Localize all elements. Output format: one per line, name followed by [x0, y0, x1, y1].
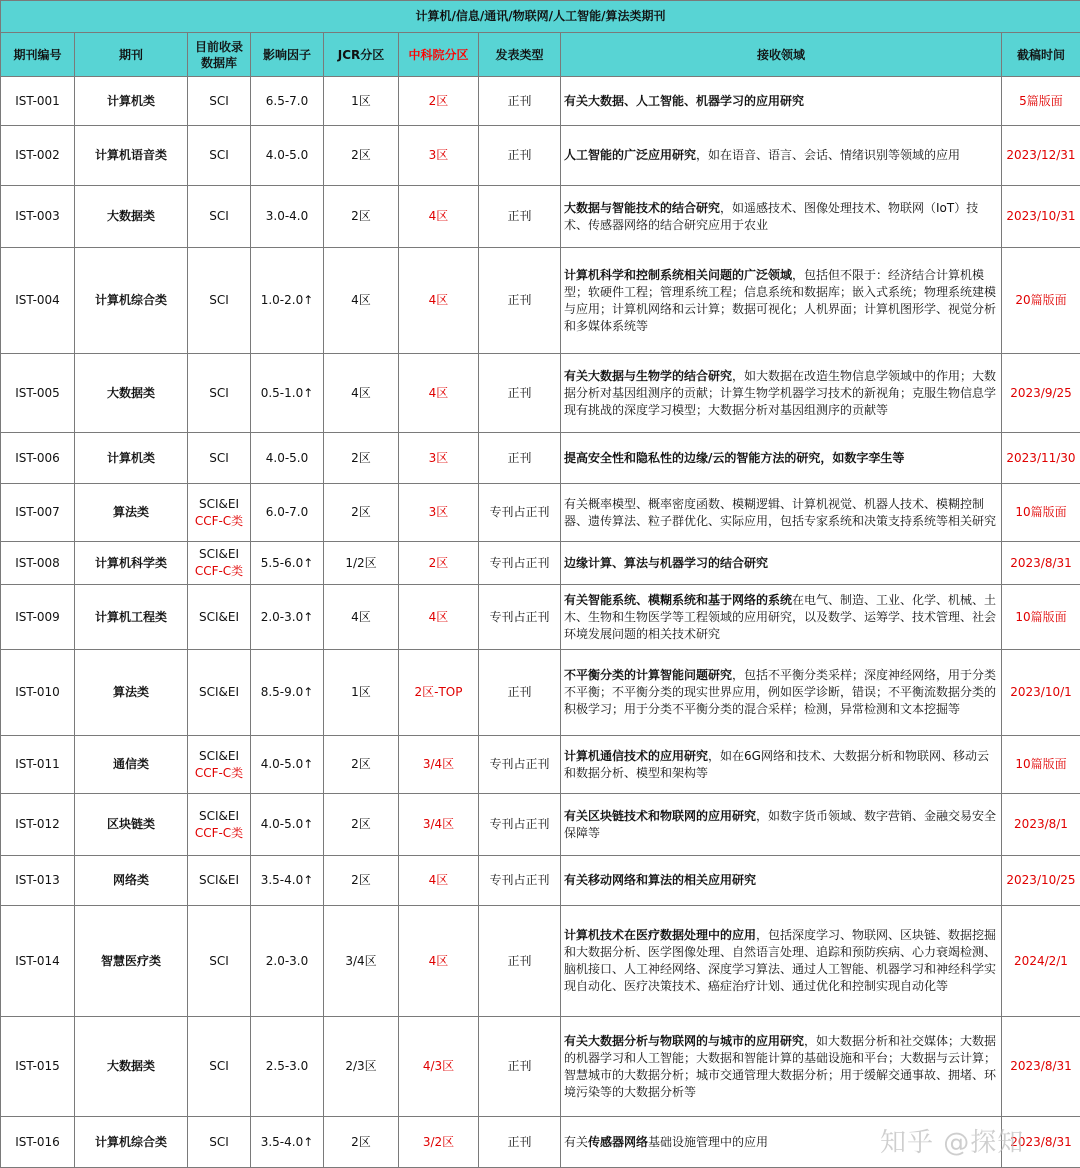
table-row: [1, 1017, 1080, 1117]
header-journal: 期刊: [75, 33, 188, 77]
impact-factor: 5.5-6.0↑: [251, 542, 324, 585]
database-cell: [188, 433, 251, 484]
journal-name: 大数据类: [75, 354, 188, 433]
cas-zone: 4区: [399, 186, 479, 248]
impact-factor: 4.0-5.0: [251, 126, 324, 186]
cas-zone: 2区-TOP: [399, 650, 479, 736]
database: SCI: [191, 450, 247, 467]
journal-id: IST-005: [1, 354, 75, 433]
database: SCI&EI: [191, 684, 247, 701]
journal-name: 计算机科学类: [75, 542, 188, 585]
watermark: 知乎 @探知: [880, 1122, 1024, 1159]
journal-id: IST-012: [1, 794, 75, 856]
field-highlight: 计算机技术在医疗数据处理中的应用: [564, 928, 756, 942]
publish-type: 专刊占正刊: [479, 542, 561, 585]
publish-type: 专刊占正刊: [479, 484, 561, 542]
jcr-zone: 4区: [324, 585, 399, 650]
cas-zone: 3区: [399, 484, 479, 542]
cas-zone: 3/4区: [399, 736, 479, 794]
cas-zone: 2区: [399, 542, 479, 585]
jcr-zone: 2区: [324, 856, 399, 906]
ccf-badge: CCF-C类: [191, 563, 247, 580]
field-prefix: 有关: [564, 1135, 588, 1149]
journal-id: IST-004: [1, 248, 75, 354]
impact-factor: 3.5-4.0↑: [251, 1117, 324, 1168]
database-cell: [188, 906, 251, 1017]
deadline: 2023/11/30: [1002, 433, 1080, 484]
field-highlight: 传感器网络: [588, 1135, 648, 1149]
database-cell: [188, 354, 251, 433]
field-detail: 在电气、制造、工业、化学、机械、土木、生物和生物医学等工程领域的应用研究，以及数学、运筹学、技术管理、社会环境发展问题的相关技术研究: [564, 593, 996, 641]
journal-name: 计算机类: [75, 77, 188, 126]
deadline: 2023/8/31: [1002, 1117, 1080, 1168]
header-deadline: 截稿时间: [1002, 33, 1080, 77]
impact-factor: 1.0-2.0↑: [251, 248, 324, 354]
table-row: [1, 433, 1080, 484]
cas-zone: 4区: [399, 585, 479, 650]
field-cell: [561, 77, 1002, 126]
database: SCI&EI: [191, 496, 247, 513]
impact-factor: 6.5-7.0: [251, 77, 324, 126]
database-cell: [188, 1117, 251, 1168]
journal-id: IST-007: [1, 484, 75, 542]
database: SCI: [191, 208, 247, 225]
header-database: 目前收录数据库: [188, 33, 251, 77]
database: SCI&EI: [191, 808, 247, 825]
impact-factor: 0.5-1.0↑: [251, 354, 324, 433]
cas-zone: 4区: [399, 906, 479, 1017]
journal-id: IST-006: [1, 433, 75, 484]
publish-type: 正刊: [479, 906, 561, 1017]
database-cell: [188, 1017, 251, 1117]
journal-name: 网络类: [75, 856, 188, 906]
publish-type: 正刊: [479, 1017, 561, 1117]
journal-name: 大数据类: [75, 186, 188, 248]
journal-id: IST-009: [1, 585, 75, 650]
database-cell: [188, 650, 251, 736]
table-row: [1, 794, 1080, 856]
field-detail: ，包括不平衡分类采样；深度神经网络，用于分类不平衡；不平衡分类的现实世界应用，例如医学诊断，错误；不平衡流数据分类的积极学习；用于分类不平衡分类的混合采样；检测，异常检测和文本挖掘等: [564, 668, 996, 716]
field-cell: [561, 354, 1002, 433]
jcr-zone: 2区: [324, 484, 399, 542]
deadline: 20篇版面: [1002, 248, 1080, 354]
database: SCI: [191, 953, 247, 970]
publish-type: 正刊: [479, 433, 561, 484]
field-highlight: 有关大数据与生物学的结合研究: [564, 369, 732, 383]
jcr-zone: 2区: [324, 186, 399, 248]
field-detail: 基础设施管理中的应用: [648, 1135, 768, 1149]
journal-name: 智慧医疗类: [75, 906, 188, 1017]
journal-id: IST-003: [1, 186, 75, 248]
impact-factor: 4.0-5.0↑: [251, 794, 324, 856]
jcr-zone: 2区: [324, 736, 399, 794]
impact-factor: 2.0-3.0: [251, 906, 324, 1017]
database: SCI: [191, 1058, 247, 1075]
journal-name: 算法类: [75, 484, 188, 542]
deadline: 2023/8/1: [1002, 794, 1080, 856]
field-detail: ，如数字货币领域、数字营销、金融交易安全保障等: [564, 809, 996, 840]
field-highlight: 有关大数据分析与物联网的与城市的应用研究: [564, 1034, 804, 1048]
field-cell: [561, 585, 1002, 650]
publish-type: 正刊: [479, 354, 561, 433]
table-row: [1, 77, 1080, 126]
journal-id: IST-011: [1, 736, 75, 794]
impact-factor: 3.0-4.0: [251, 186, 324, 248]
deadline: 10篇版面: [1002, 585, 1080, 650]
field-cell: [561, 186, 1002, 248]
journal-id: IST-001: [1, 77, 75, 126]
database-cell: [188, 248, 251, 354]
field-highlight: 不平衡分类的计算智能问题研究: [564, 668, 732, 682]
header-type: 发表类型: [479, 33, 561, 77]
deadline: 2023/10/25: [1002, 856, 1080, 906]
cas-zone: 3区: [399, 433, 479, 484]
jcr-zone: 2区: [324, 433, 399, 484]
publish-type: 专刊占正刊: [479, 856, 561, 906]
deadline: 2023/8/31: [1002, 1017, 1080, 1117]
journal-name: 计算机综合类: [75, 248, 188, 354]
jcr-zone: 2区: [324, 1117, 399, 1168]
field-detail: ，如大数据分析和社交媒体；大数据的机器学习和人工智能；大数据和智能计算的基础设施和平台；大数据与云计算；智慧城市的大数据分析；城市交通管理大数据分析；用于缓解交通事故、拥堵、环境污染等的大数据分析等: [564, 1034, 996, 1099]
journal-name: 区块链类: [75, 794, 188, 856]
deadline: 2023/10/31: [1002, 186, 1080, 248]
field-cell: [561, 126, 1002, 186]
impact-factor: 2.0-3.0↑: [251, 585, 324, 650]
publish-type: 专刊占正刊: [479, 736, 561, 794]
jcr-zone: 1/2区: [324, 542, 399, 585]
table-row: [1, 542, 1080, 585]
field-cell: [561, 433, 1002, 484]
impact-factor: 8.5-9.0↑: [251, 650, 324, 736]
cas-zone: 4区: [399, 856, 479, 906]
jcr-zone: 4区: [324, 354, 399, 433]
database-cell: [188, 186, 251, 248]
field-highlight: 计算机科学和控制系统相关问题的广泛领域: [564, 268, 792, 282]
field-highlight: 有关智能系统、模糊系统和基于网络的系统: [564, 593, 792, 607]
cas-zone: 2区: [399, 77, 479, 126]
publish-type: 正刊: [479, 248, 561, 354]
field-detail: ，如大数据在改造生物信息学领域中的作用；大数据分析对基因组测序的贡献；计算生物学机器学习技术的新视角；克服生物信息学现有挑战的深度学习模型；大数据分析对基因组测序的贡献等: [564, 369, 996, 417]
field-cell: [561, 248, 1002, 354]
database-cell: [188, 856, 251, 906]
impact-factor: 2.5-3.0: [251, 1017, 324, 1117]
publish-type: 专刊占正刊: [479, 794, 561, 856]
table-row: [1, 856, 1080, 906]
header-jcr: JCR分区: [324, 33, 399, 77]
cas-zone: 3/4区: [399, 794, 479, 856]
jcr-zone: 2区: [324, 126, 399, 186]
impact-factor: 3.5-4.0↑: [251, 856, 324, 906]
database: SCI: [191, 147, 247, 164]
journal-name: 通信类: [75, 736, 188, 794]
journal-id: IST-013: [1, 856, 75, 906]
field-detail: ，包括深度学习、物联网、区块链、数据挖掘和大数据分析、医学图像处理、自然语言处理、追踪和预防疾病、心力衰竭检测、脑机接口、人工神经网络、深度学习算法、通过人工智能、机器学习和神经科学实现自动化、医疗决策技术、癌症治疗计划、通过优化和控制实现自动化等: [564, 928, 996, 993]
jcr-zone: 3/4区: [324, 906, 399, 1017]
field-highlight: 有关移动网络和算法的相关应用研究: [564, 873, 756, 887]
publish-type: 正刊: [479, 186, 561, 248]
deadline: 2023/8/31: [1002, 542, 1080, 585]
database: SCI: [191, 93, 247, 110]
jcr-zone: 4区: [324, 248, 399, 354]
header-field: 接收领域: [561, 33, 1002, 77]
field-detail: ，如在6G网络和技术、大数据分析和物联网、移动云和数据分析、模型和架构等: [564, 749, 989, 780]
publish-type: 专刊占正刊: [479, 585, 561, 650]
database: SCI: [191, 1134, 247, 1151]
table-title: 计算机/信息/通讯/物联网/人工智能/算法类期刊: [1, 1, 1080, 33]
deadline: 2024/2/1: [1002, 906, 1080, 1017]
header-id: 期刊编号: [1, 33, 75, 77]
field-cell: [561, 1017, 1002, 1117]
publish-type: 正刊: [479, 126, 561, 186]
field-highlight: 有关大数据、人工智能、机器学习的应用研究: [564, 94, 804, 108]
deadline: 2023/12/31: [1002, 126, 1080, 186]
header-cas: 中科院分区: [399, 33, 479, 77]
ccf-badge: CCF-C类: [191, 825, 247, 842]
ccf-badge: CCF-C类: [191, 765, 247, 782]
table-row: [1, 650, 1080, 736]
field-cell: [561, 736, 1002, 794]
journal-id: IST-002: [1, 126, 75, 186]
table-row: [1, 126, 1080, 186]
publish-type: 正刊: [479, 650, 561, 736]
database: SCI: [191, 385, 247, 402]
journal-id: IST-016: [1, 1117, 75, 1168]
field-highlight: 计算机通信技术的应用研究: [564, 749, 708, 763]
field-detail: ，如在语音、语言、会话、情绪识别等领域的应用: [696, 148, 960, 162]
journal-name: 算法类: [75, 650, 188, 736]
table-row: [1, 585, 1080, 650]
field-highlight: 边缘计算、算法与机器学习的结合研究: [564, 556, 768, 570]
journal-name: 大数据类: [75, 1017, 188, 1117]
cas-zone: 4/3区: [399, 1017, 479, 1117]
cas-zone: 3/2区: [399, 1117, 479, 1168]
journal-name: 计算机工程类: [75, 585, 188, 650]
publish-type: 正刊: [479, 77, 561, 126]
journal-name: 计算机语音类: [75, 126, 188, 186]
field-cell: [561, 542, 1002, 585]
field-detail: ，包括但不限于：经济结合计算机模型；软硬件工程；管理系统工程；信息系统和数据库；嵌入式系统；物理系统建模与应用；计算机网络和云计算；数据可视化；人机界面；计算机图形学、视觉分析和多媒体系统等: [564, 268, 996, 333]
deadline: 10篇版面: [1002, 484, 1080, 542]
deadline: 5篇版面: [1002, 77, 1080, 126]
deadline: 10篇版面: [1002, 736, 1080, 794]
table-row: [1, 354, 1080, 433]
database-cell: [188, 585, 251, 650]
table-row: [1, 186, 1080, 248]
jcr-zone: 1区: [324, 650, 399, 736]
field-cell: [561, 484, 1002, 542]
database-cell: [188, 77, 251, 126]
table-row: [1, 736, 1080, 794]
database: SCI&EI: [191, 748, 247, 765]
jcr-zone: 1区: [324, 77, 399, 126]
journal-id: IST-015: [1, 1017, 75, 1117]
jcr-zone: 2区: [324, 794, 399, 856]
journal-id: IST-010: [1, 650, 75, 736]
field-highlight: 人工智能的广泛应用研究: [564, 148, 696, 162]
field-cell: [561, 794, 1002, 856]
database: SCI&EI: [191, 609, 247, 626]
database-cell: [188, 736, 251, 794]
database-cell: [188, 542, 251, 585]
database: SCI&EI: [191, 872, 247, 889]
field-cell: [561, 906, 1002, 1017]
deadline: 2023/9/25: [1002, 354, 1080, 433]
cas-zone: 4区: [399, 248, 479, 354]
journal-id: IST-008: [1, 542, 75, 585]
field-highlight: 大数据与智能技术的结合研究: [564, 201, 720, 215]
database: SCI&EI: [191, 546, 247, 563]
impact-factor: 4.0-5.0↑: [251, 736, 324, 794]
database-cell: [188, 484, 251, 542]
field-highlight: 有关区块链技术和物联网的应用研究: [564, 809, 756, 823]
field-cell: [561, 856, 1002, 906]
table-row: [1, 248, 1080, 354]
field-highlight: 提高安全性和隐私性的边缘/云的智能方法的研究，如数字孪生等: [564, 451, 904, 465]
publish-type: 正刊: [479, 1117, 561, 1168]
journal-name: 计算机综合类: [75, 1117, 188, 1168]
field-detail: 有关概率模型、概率密度函数、模糊逻辑、计算机视觉、机器人技术、模糊控制器、遗传算法、粒子群优化、实际应用，包括专家系统和决策支持系统等相关研究: [564, 497, 996, 528]
field-cell: [561, 650, 1002, 736]
database: SCI: [191, 292, 247, 309]
field-detail: ，如遥感技术、图像处理技术、物联网（IoT）技术、传感器网络的结合研究应用于农业: [564, 201, 978, 232]
database-cell: [188, 126, 251, 186]
cas-zone: 4区: [399, 354, 479, 433]
journal-id: IST-014: [1, 906, 75, 1017]
jcr-zone: 2/3区: [324, 1017, 399, 1117]
cas-zone: 3区: [399, 126, 479, 186]
journal-name: 计算机类: [75, 433, 188, 484]
table-row: [1, 906, 1080, 1017]
deadline: 2023/10/1: [1002, 650, 1080, 736]
database-cell: [188, 794, 251, 856]
header-impact-factor: 影响因子: [251, 33, 324, 77]
ccf-badge: CCF-C类: [191, 513, 247, 530]
impact-factor: 4.0-5.0: [251, 433, 324, 484]
impact-factor: 6.0-7.0: [251, 484, 324, 542]
table-row: [1, 484, 1080, 542]
